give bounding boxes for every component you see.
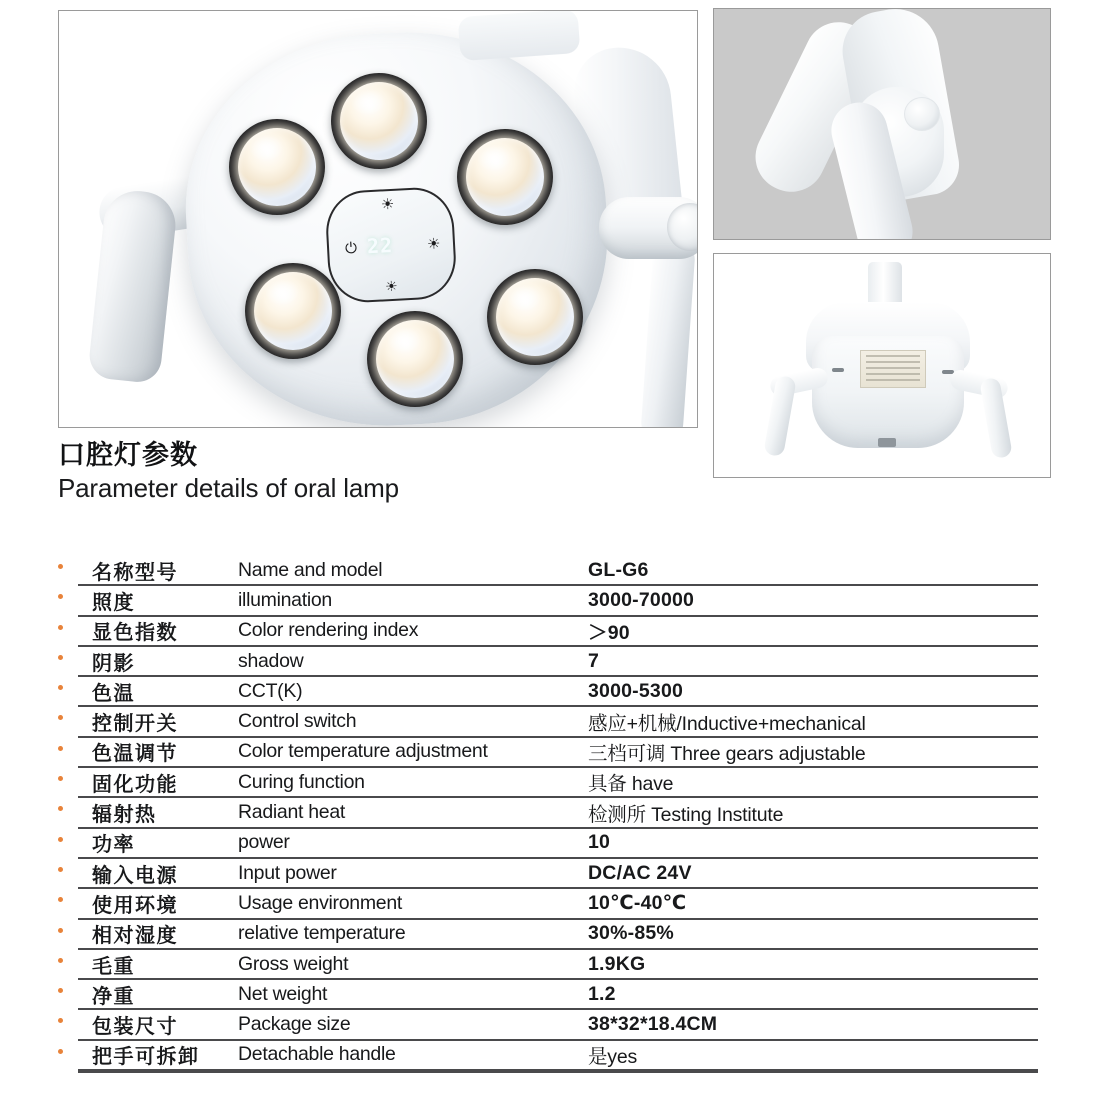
spec-value: 30%-85% [588,922,674,945]
spec-value: GL-G6 [588,558,649,581]
specification-table [58,556,1042,1073]
spec-label-cn: 色温 [92,682,135,705]
bullet-icon [58,685,63,690]
spec-label-cn: 把手可拆卸 [92,1046,200,1069]
bullet-icon [58,928,63,933]
right-lower-leg [640,240,696,428]
spec-label-en: Package size [238,1013,351,1036]
spec-value: 1.2 [588,982,616,1005]
spec-label-cn: 固化功能 [92,773,178,796]
handle-joint-illustration [714,9,1050,239]
spec-label-cn: 照度 [92,591,135,614]
spec-value: 具备 have [588,773,674,796]
table-row [78,768,1038,798]
spec-value: 10℃-40℃ [588,892,687,915]
inset-photo-handle-joint [713,8,1051,240]
led-module-bottom [367,311,463,407]
spec-label-cn: 毛重 [92,955,135,978]
spec-label-cn: 净重 [92,985,135,1008]
spec-label-en: Color temperature adjustment [238,740,488,763]
table-row [78,950,1038,980]
spec-label-cn: 阴影 [92,652,135,675]
spec-label-en: Net weight [238,982,328,1005]
joint-release-knob-icon [904,97,940,131]
table-row [78,738,1038,768]
spec-label-cn: 控制开关 [92,713,178,736]
spec-value: 感应+机械/Inductive+mechanical [588,712,866,735]
table-row [78,617,1038,647]
rear-vent-slot-left [832,368,844,372]
spec-label-cn: 色温调节 [92,743,178,766]
table-row [78,1041,1038,1071]
main-product-photo [58,10,698,428]
bullet-icon [58,564,63,569]
sun-brightness-right-icon[interactable]: ☀ [426,235,441,254]
table-row [78,829,1038,859]
led-module-top-left [229,119,325,215]
spec-label-en: Name and model [238,558,383,581]
led-module-top [331,73,427,169]
spec-label-en: CCT(K) [238,679,303,702]
table-row [78,1010,1038,1040]
bullet-icon [58,1049,63,1054]
spec-value: 38*32*18.4CM [588,1013,718,1036]
spec-label-en: Radiant heat [238,801,345,824]
table-row [78,889,1038,919]
table-row [78,586,1038,616]
table-row [78,798,1038,828]
rear-view-illustration [714,254,1050,477]
spec-value: 1.9KG [588,952,646,975]
lamp-illustration [59,11,697,427]
spec-label-en: relative temperature [238,922,406,945]
table-row [78,859,1038,889]
inset-photo-rear-view [713,253,1051,478]
spec-label-cn: 包装尺寸 [92,1016,178,1039]
spec-label-en: shadow [238,649,304,672]
spec-value: 3000-70000 [588,588,695,611]
table-row [78,677,1038,707]
page-title-cn: 口腔灯参数 [58,440,198,470]
table-row [78,980,1038,1010]
led-module-bottom-left [245,263,341,359]
spec-value: 是yes [588,1045,638,1068]
spec-label-en: Usage environment [238,891,402,914]
table-row [78,647,1038,677]
sun-brightness-down-icon[interactable]: ☀ [384,277,399,295]
spec-label-en: illumination [238,588,332,611]
rear-connector-foot [878,438,896,447]
lamp-head-top-mount [458,10,581,61]
bullet-icon [58,776,63,781]
spec-label-cn: 输入电源 [92,864,178,887]
spec-label-en: Gross weight [238,952,349,975]
bullet-icon [58,988,63,993]
table-row [78,556,1038,586]
spec-label-en: power [238,831,290,854]
bullet-icon [58,806,63,811]
spec-value: 3000-5300 [588,679,684,702]
spec-value: DC/AC 24V [588,861,692,884]
page-title-en: Parameter details of oral lamp [58,473,399,504]
spec-label-en: Control switch [238,710,357,733]
spec-label-cn: 相对湿度 [92,925,178,948]
spec-label-cn: 功率 [92,834,135,857]
spec-label-en: Detachable handle [238,1043,396,1066]
bullet-icon [58,897,63,902]
spec-value: 10 [588,831,611,854]
bullet-icon [58,837,63,842]
spec-label-cn: 名称型号 [92,561,178,584]
bullet-icon [58,594,63,599]
digital-display: 22 [366,232,394,259]
spec-value: 检测所 Testing Institute [588,803,784,826]
led-module-top-right [457,129,553,225]
bullet-icon [58,655,63,660]
spec-label-en: Curing function [238,770,365,793]
power-icon[interactable]: ⏻ [344,239,358,258]
bullet-icon [58,958,63,963]
rear-handle-left [763,375,797,457]
spec-label-en: Input power [238,861,337,884]
table-bottom-rule [78,1071,1038,1073]
sun-brightness-up-icon[interactable]: ☀ [380,195,395,214]
bullet-icon [58,625,63,630]
spec-label-cn: 辐射热 [92,804,157,827]
bullet-icon [58,867,63,872]
rating-label [860,350,926,388]
rear-handle-right [979,377,1013,459]
spec-value: 7 [588,649,600,672]
section-titles [58,440,698,504]
spec-label-cn: 显色指数 [92,622,178,645]
table-row [78,920,1038,950]
spec-label-en: Color rendering index [238,619,419,642]
bullet-icon [58,746,63,751]
spec-value: 三档可调 Three gears adjustable [588,742,866,765]
bullet-icon [58,715,63,720]
table-row [78,707,1038,737]
bullet-icon [58,1018,63,1023]
spec-value: ＞90 [588,621,630,644]
spec-label-cn: 使用环境 [92,894,178,917]
led-module-bottom-right [487,269,583,365]
touch-control-panel[interactable] [324,186,458,305]
